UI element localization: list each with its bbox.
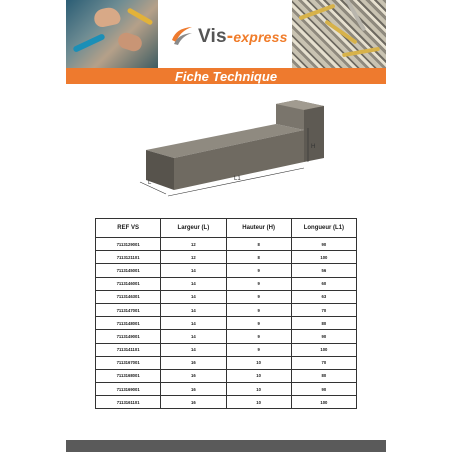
length-cell: 80 — [291, 369, 356, 382]
ref-cell: 7113121101 — [96, 251, 161, 264]
height-cell: 8 — [226, 251, 291, 264]
brand-wordmark — [198, 26, 288, 48]
table-row — [96, 290, 357, 303]
ref-cell: 7113161101 — [96, 396, 161, 409]
height-cell: 9 — [226, 303, 291, 316]
column-header-length: Longueur (L1) — [291, 219, 356, 238]
table-header-row — [96, 219, 357, 238]
column-header-height: Hauteur (H) — [226, 219, 291, 238]
length-cell: 100 — [291, 251, 356, 264]
height-cell: 10 — [226, 396, 291, 409]
screw-shape — [344, 0, 366, 31]
ref-cell: 7113168001 — [96, 369, 161, 382]
ref-cell: 7113148001 — [96, 317, 161, 330]
height-cell: 10 — [226, 356, 291, 369]
column-header-ref: REF VS — [96, 219, 161, 238]
ref-cell: 7113146301 — [96, 290, 161, 303]
width-cell: 14 — [161, 343, 226, 356]
length-cell: 90 — [291, 238, 356, 251]
hand-shape — [92, 5, 121, 28]
screwdriver-shape — [72, 33, 105, 53]
table-row — [96, 238, 357, 251]
length-label: L1 — [234, 176, 241, 182]
height-cell: 10 — [226, 369, 291, 382]
ref-cell: 7113141101 — [96, 343, 161, 356]
width-cell: 16 — [161, 369, 226, 382]
length-cell: 90 — [291, 330, 356, 343]
pliers-shape — [127, 7, 154, 25]
width-cell: 14 — [161, 290, 226, 303]
ref-cell: 7113147001 — [96, 303, 161, 316]
gib-head-key-drawing — [128, 100, 328, 220]
column-header-width: Largeur (L) — [161, 219, 226, 238]
ref-cell: 7113149001 — [96, 330, 161, 343]
table-row — [96, 330, 357, 343]
width-cell: 14 — [161, 317, 226, 330]
width-cell: 14 — [161, 264, 226, 277]
ref-cell: 7113145001 — [96, 264, 161, 277]
table-row — [96, 277, 357, 290]
table-row — [96, 396, 357, 409]
brand-logo[interactable] — [170, 22, 288, 52]
length-cell: 70 — [291, 303, 356, 316]
height-cell: 9 — [226, 277, 291, 290]
height-cell: 8 — [226, 238, 291, 251]
table-row — [96, 264, 357, 277]
length-cell: 90 — [291, 383, 356, 396]
length-cell: 56 — [291, 264, 356, 277]
orange-grey-swoosh-icon — [170, 24, 194, 46]
ref-cell: 7113146001 — [96, 277, 161, 290]
hand-shape — [116, 31, 144, 54]
screw-shape — [324, 19, 357, 44]
width-label: L — [148, 180, 152, 186]
width-cell: 16 — [161, 356, 226, 369]
brand-suffix: express — [233, 29, 288, 45]
length-cell: 100 — [291, 396, 356, 409]
height-cell: 9 — [226, 343, 291, 356]
height-cell: 9 — [226, 264, 291, 277]
table-row — [96, 383, 357, 396]
brand-name: Vis — [198, 26, 227, 47]
table-row — [96, 369, 357, 382]
screw-shape — [298, 4, 335, 21]
gib-head-front — [304, 106, 324, 162]
width-cell: 14 — [161, 277, 226, 290]
table-row — [96, 356, 357, 369]
table-row — [96, 303, 357, 316]
header-photo-tools — [66, 0, 158, 68]
height-cell: 9 — [226, 290, 291, 303]
width-cell: 16 — [161, 383, 226, 396]
table-row — [96, 317, 357, 330]
width-cell: 14 — [161, 303, 226, 316]
height-cell: 9 — [226, 317, 291, 330]
height-cell: 9 — [226, 330, 291, 343]
length-cell: 100 — [291, 343, 356, 356]
length-cell: 80 — [291, 317, 356, 330]
table-row — [96, 343, 357, 356]
width-cell: 12 — [161, 251, 226, 264]
spec-table — [95, 218, 357, 409]
brand-separator: - — [226, 26, 234, 47]
screw-shape — [342, 47, 380, 58]
technical-sheet — [66, 0, 386, 452]
ref-cell: 7113167001 — [96, 356, 161, 369]
length-cell: 70 — [291, 356, 356, 369]
ref-cell: 7113169001 — [96, 383, 161, 396]
page-title: Fiche Technique — [174, 69, 278, 84]
length-cell: 63 — [291, 290, 356, 303]
title-bar — [66, 68, 386, 84]
header — [66, 0, 386, 68]
height-cell: 10 — [226, 383, 291, 396]
width-cell: 16 — [161, 396, 226, 409]
height-label: H — [311, 144, 316, 150]
footer-bar — [66, 440, 386, 452]
length-cell: 60 — [291, 277, 356, 290]
width-cell: 14 — [161, 330, 226, 343]
table-row — [96, 251, 357, 264]
width-cell: 12 — [161, 238, 226, 251]
ref-cell: 7113129001 — [96, 238, 161, 251]
header-photo-screws — [292, 0, 386, 68]
